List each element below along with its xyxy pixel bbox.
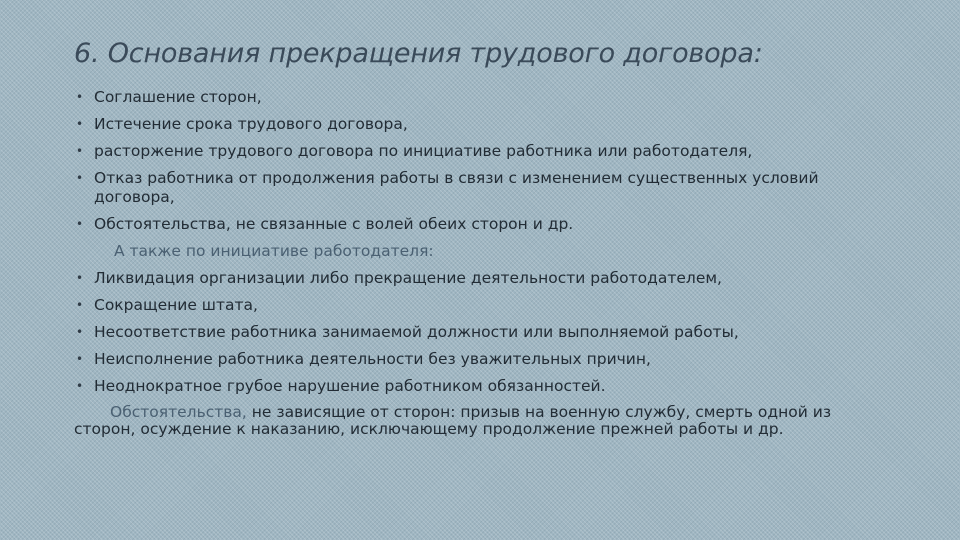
list-item-text: расторжение трудового договора по инициативе работника или работодателя, bbox=[94, 142, 753, 160]
list-item bbox=[74, 377, 864, 396]
list-item-text: Обстоятельства, не связанные с волей обеих сторон и др. bbox=[94, 215, 574, 233]
bullet-icon: • bbox=[76, 298, 84, 312]
list-item bbox=[74, 88, 864, 107]
list-item-text: Истечение срока трудового договора, bbox=[94, 115, 408, 133]
list-item-text: Сокращение штата, bbox=[94, 296, 258, 314]
subheading: А также по инициативе работодателя: bbox=[114, 242, 434, 260]
bullet-icon: • bbox=[76, 217, 84, 231]
closing-note bbox=[74, 404, 864, 438]
list-item-text: Отказ работника от продолжения работы в связи с изменением существенных условий договора, bbox=[94, 169, 819, 206]
list-item bbox=[74, 169, 864, 207]
bullet-icon: • bbox=[76, 117, 84, 131]
list-item-text: Ликвидация организации либо прекращение деятельности работодателем, bbox=[94, 269, 722, 287]
list-item bbox=[74, 115, 864, 134]
list-item-text: Соглашение сторон, bbox=[94, 88, 262, 106]
list-item-text: Несоответствие работника занимаемой должности или выполняемой работы, bbox=[94, 323, 739, 341]
list-item bbox=[74, 323, 864, 342]
slide-content bbox=[74, 88, 864, 438]
list-item bbox=[74, 296, 864, 315]
list-item bbox=[74, 350, 864, 369]
list-item bbox=[74, 215, 864, 234]
slide-title: 6. Основания прекращения трудового договора: bbox=[74, 38, 763, 69]
bullet-icon: • bbox=[76, 144, 84, 158]
closing-note-text: не зависящие от сторон: призыв на военную службу, смерть одной из сторон, осуждение к наказанию, исключающему продолжение прежней работы и др. bbox=[74, 403, 832, 438]
list-item bbox=[74, 269, 864, 288]
bullet-icon: • bbox=[76, 171, 84, 185]
list-item-text: Неисполнение работника деятельности без уважительных причин, bbox=[94, 350, 651, 368]
bullet-icon: • bbox=[76, 379, 84, 393]
bullet-icon: • bbox=[76, 325, 84, 339]
list-item bbox=[74, 142, 864, 161]
bullet-icon: • bbox=[76, 271, 84, 285]
list-item-text: Неоднократное грубое нарушение работником обязанностей. bbox=[94, 377, 606, 395]
bullet-icon: • bbox=[76, 352, 84, 366]
closing-note-lead: Обстоятельства, bbox=[110, 403, 247, 421]
bullet-icon: • bbox=[76, 90, 84, 104]
